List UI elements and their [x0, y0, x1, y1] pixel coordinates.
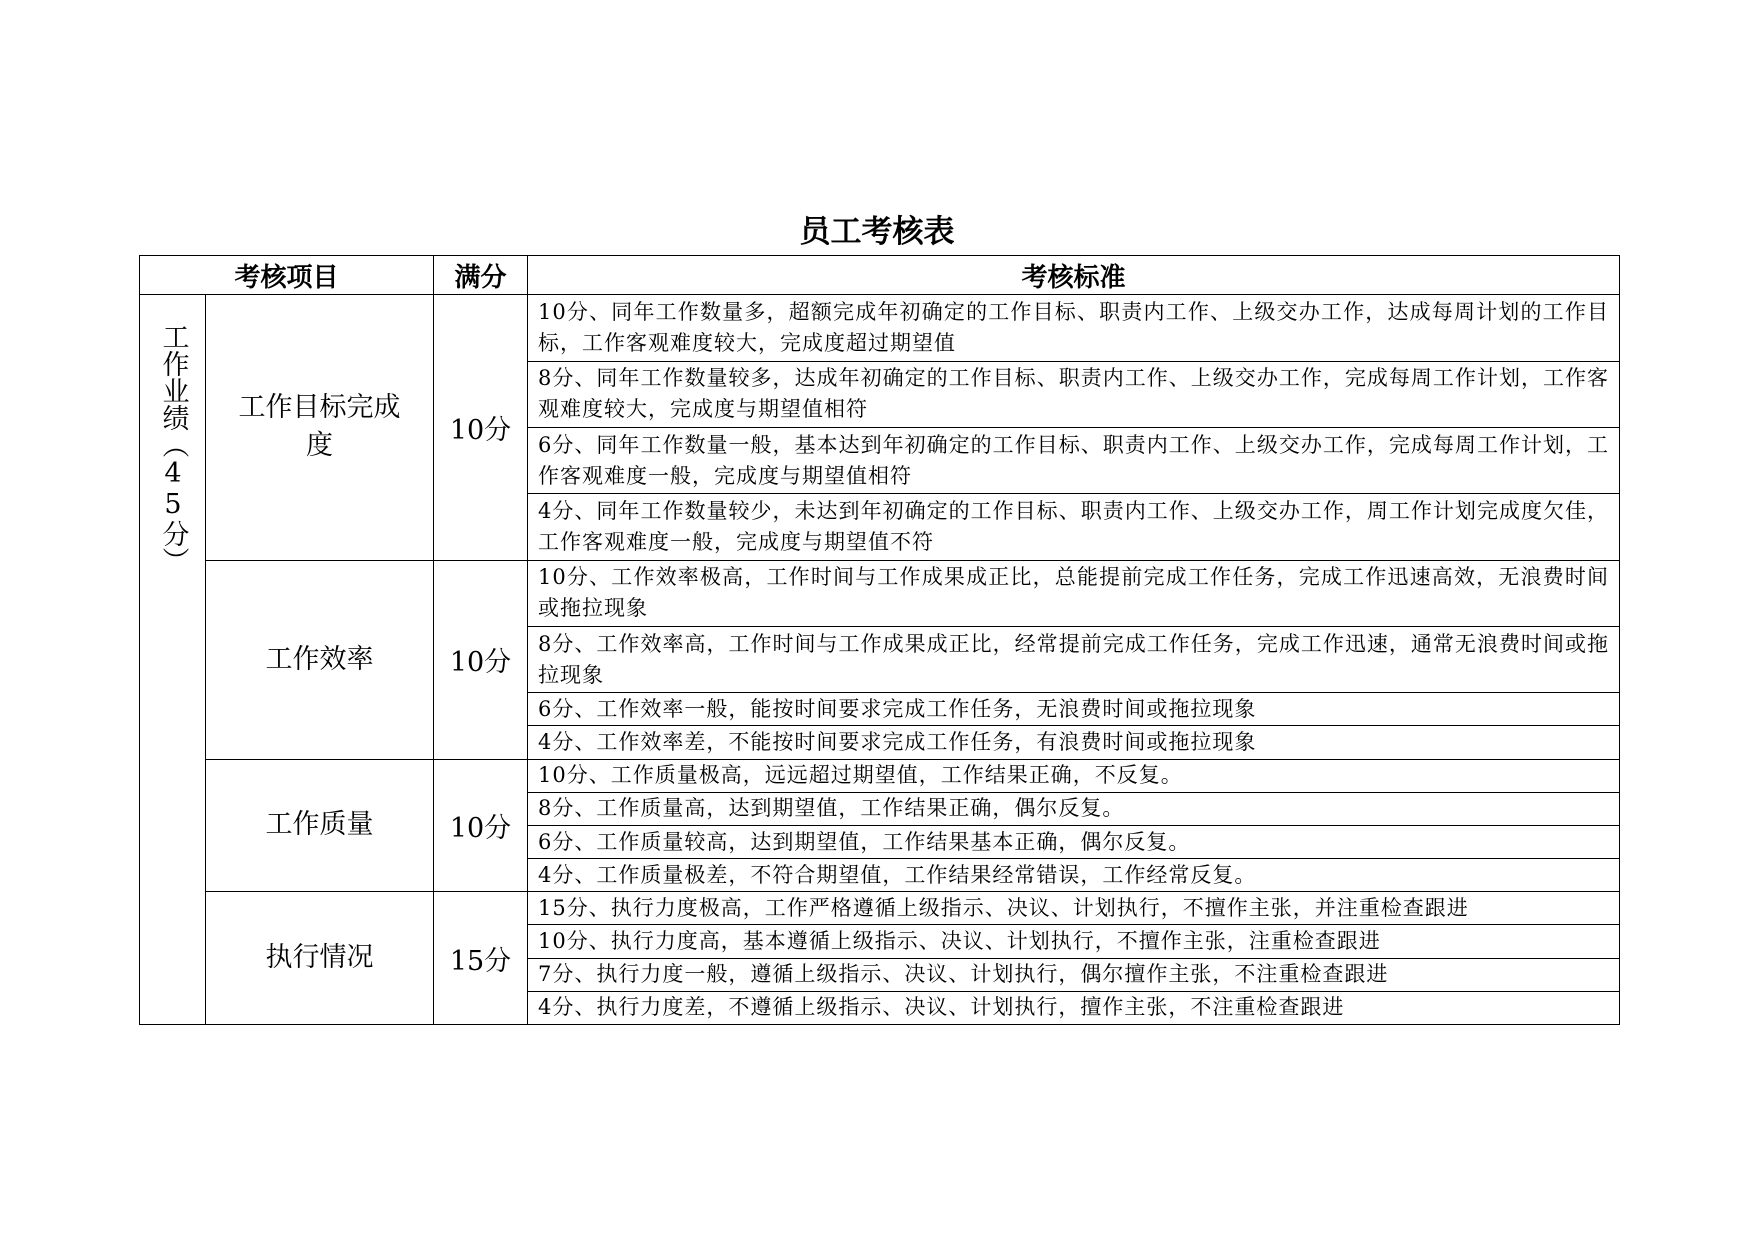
- criterion-text: 6分、同年工作数量一般，基本达到年初确定的工作目标、职责内工作、上级交办工作，完成每周工作计划，工作客观难度一般，完成度与期望值相符: [528, 427, 1620, 493]
- criterion-text: 10分、工作质量极高，远远超过期望值，工作结果正确，不反复。: [528, 759, 1620, 792]
- item-score: 10分: [434, 560, 528, 759]
- table-row: [140, 560, 1620, 626]
- criterion-text: 7分、执行力度一般，遵循上级指示、决议、计划执行，偶尔擅作主张，不注重检查跟进: [528, 958, 1620, 991]
- table-row: [140, 892, 1620, 925]
- criterion-text: 8分、同年工作数量较多，达成年初确定的工作目标、职责内工作、上级交办工作，完成每周工作计划，工作客观难度较大，完成度与期望值相符: [528, 361, 1620, 427]
- item-score: 15分: [434, 892, 528, 1025]
- criterion-text: 4分、执行力度差，不遵循上级指示、决议、计划执行，擅作主张，不注重检查跟进: [528, 991, 1620, 1024]
- table-row: [140, 295, 1620, 361]
- header-item: 考核项目: [140, 256, 434, 295]
- item-score: 10分: [434, 295, 528, 560]
- criterion-text: 10分、执行力度高，基本遵循上级指示、决议、计划执行，不擅作主张，注重检查跟进: [528, 925, 1620, 958]
- criterion-text: 15分、执行力度极高，工作严格遵循上级指示、决议、计划执行，不擅作主张，并注重检查跟进: [528, 892, 1620, 925]
- category-cell: [140, 295, 206, 1025]
- criterion-text: 4分、同年工作数量较少，未达到年初确定的工作目标、职责内工作、上级交办工作，周工作计划完成度欠佳，工作客观难度一般，完成度与期望值不符: [528, 494, 1620, 560]
- item-name: 工作质量: [206, 759, 434, 892]
- item-name: 工作效率: [206, 560, 434, 759]
- header-score: 满分: [434, 256, 528, 295]
- header-row: [140, 256, 1620, 295]
- criterion-text: 4分、工作质量极差，不符合期望值，工作结果经常错误，工作经常反复。: [528, 859, 1620, 892]
- assessment-table: [139, 255, 1620, 1025]
- criterion-text: 6分、工作效率一般，能按时间要求完成工作任务，无浪费时间或拖拉现象: [528, 693, 1620, 726]
- item-name: 工作目标完成度: [206, 295, 434, 560]
- header-standard: 考核标准: [528, 256, 1620, 295]
- item-name: 执行情况: [206, 892, 434, 1025]
- criterion-text: 10分、同年工作数量多，超额完成年初确定的工作目标、职责内工作、上级交办工作，达成每周计划的工作目标，工作客观难度较大，完成度超过期望值: [528, 295, 1620, 361]
- criterion-text: 8分、工作效率高，工作时间与工作成果成正比，经常提前完成工作任务，完成工作迅速，通常无浪费时间或拖拉现象: [528, 626, 1620, 692]
- criterion-text: 10分、工作效率极高，工作时间与工作成果成正比，总能提前完成工作任务，完成工作迅速高效，无浪费时间或拖拉现象: [528, 560, 1620, 626]
- criterion-text: 8分、工作质量高，达到期望值，工作结果正确，偶尔反复。: [528, 792, 1620, 825]
- category-label: 工作业绩（45分）: [157, 323, 189, 575]
- page-title: 员工考核表: [799, 214, 955, 250]
- criterion-text: 4分、工作效率差，不能按时间要求完成工作任务，有浪费时间或拖拉现象: [528, 726, 1620, 759]
- item-score: 10分: [434, 759, 528, 892]
- table-row: [140, 759, 1620, 792]
- criterion-text: 6分、工作质量较高，达到期望值，工作结果基本正确，偶尔反复。: [528, 825, 1620, 858]
